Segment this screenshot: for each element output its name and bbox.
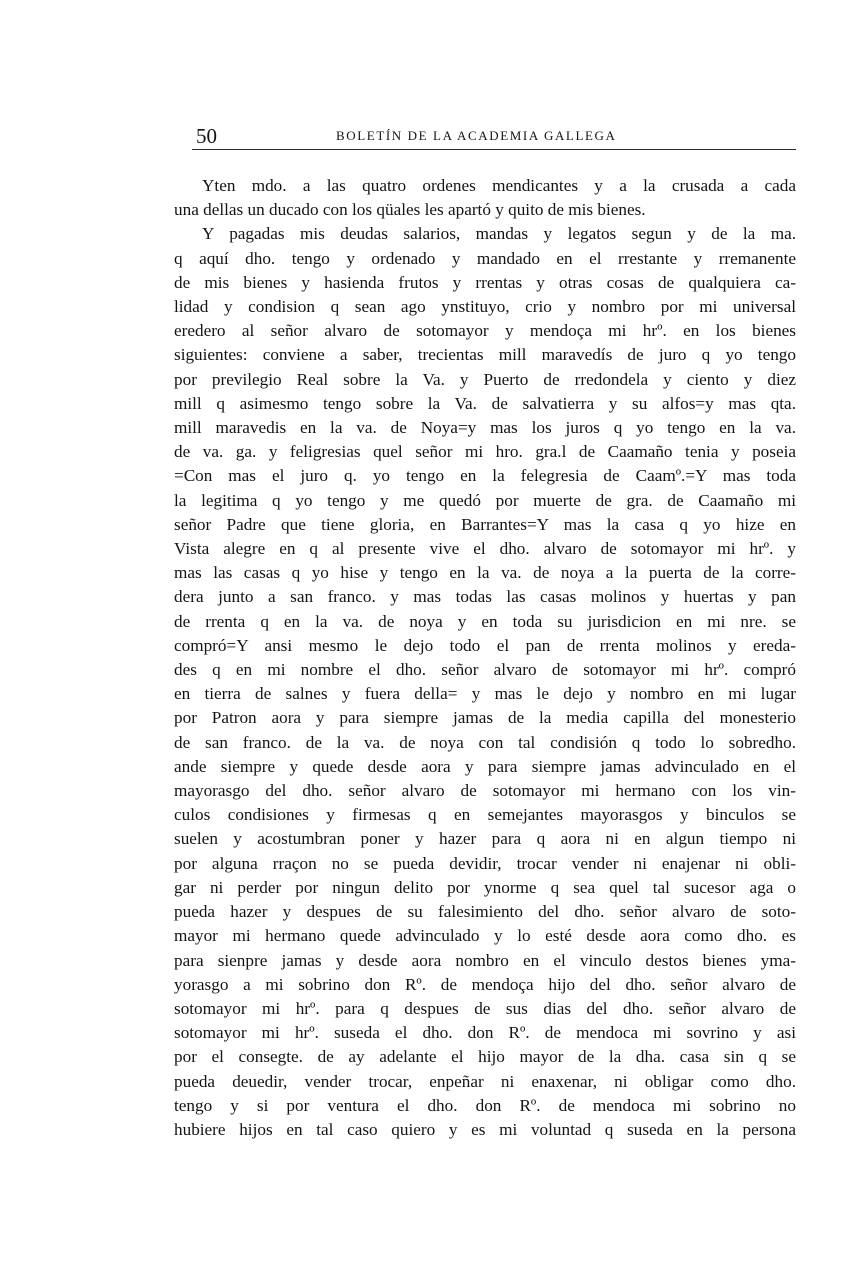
page-number: 50 [196,124,217,148]
text-line: mas las casas q yo hise y tengo en la va. de noya a la puerta de la corre- [174,563,796,583]
text-line: una dellas un ducado con los qüales les apartó y quito de mis bienes. [174,200,646,220]
text-line: mill maravedis en la va. de Noya=y mas los juros q yo tengo en la va. [174,418,796,438]
text-line: Y pagadas mis deudas salarios, mandas y legatos segun y de la ma. [202,224,796,244]
text-line: mayor mi hermano quede advinculado y lo esté desde aora como dho. es [174,926,796,946]
text-line: de san franco. de la va. de noya con tal condisión q todo lo sobredho. [174,732,796,752]
text-line: eredero al señor alvaro de sotomayor y mendoça mi hrº. en los bienes [174,321,796,341]
text-line: para sienpre jamas y desde aora nombro en el vinculo destos bienes yma- [174,950,796,970]
running-head: BOLETÍN DE LA ACADEMIA GALLEGA [336,128,617,143]
text-line: lidad y condision q sean ago ynstituyo, crio y nombro por mi universal [174,297,796,317]
text-line: de va. ga. y feligresias quel señor mi hro. gra.l de Caamaño tenia y poseia [174,442,796,462]
text-line: =Con mas el juro q. yo tengo en la felegresia de Caamº.=Y mas toda [174,466,796,486]
text-line: hubiere hijos en tal caso quiero y es mi voluntad q suseda en la persona [174,1119,796,1139]
text-line: dera junto a san franco. y mas todas las casas molinos y huertas y pan [174,587,796,607]
text-line: tengo y si por ventura el dho. don Rº. de mendoca mi sobrino no [174,1095,796,1115]
text-line: en tierra de salnes y fuera della= y mas le dejo y nombro en mi lugar [174,684,796,704]
text-line: Vista alegre en q al presente vive el dho. alvaro de sotomayor mi hrº. y [174,539,796,559]
text-line: compró=Y ansi mesmo le dejo todo el pan de rrenta molinos y ereda- [174,635,796,655]
text-line: yorasgo a mi sobrino don Rº. de mendoça hijo del dho. señor alvaro de [174,974,796,994]
text-line: ande siempre y quede desde aora y para siempre jamas advinculado en el [174,756,796,776]
text-line: pueda hazer y despues de su falesimiento del dho. señor alvaro de soto- [174,902,796,922]
text-line: suelen y acostumbran poner y hazer para q aora ni en algun tiempo ni [174,829,796,849]
text-line: gar ni perder por ningun delito por ynorme q sea quel tal sucesor aga o [174,877,796,897]
text-line: por el consegte. de ay adelante el hijo mayor de la dha. casa sin q se [174,1047,796,1067]
text-line: siguientes: conviene a saber, trecientas mill maravedís de juro q yo tengo [174,345,796,365]
text-line: de mis bienes y hasienda frutos y rrentas y otras cosas de qualquiera ca- [174,272,796,292]
header-rule [192,149,796,150]
text-line: q aquí dho. tengo y ordenado y mandado en el rrestante y rremanente [174,248,796,268]
text-line: sotomayor mi hrº. suseda el dho. don Rº. de mendoca mi sovrino y asi [174,1023,796,1043]
text-line: sotomayor mi hrº. para q despues de sus dias del dho. señor alvaro de [174,998,796,1018]
text-line: de rrenta q en la va. de noya y en toda su jurisdicion en mi nre. se [174,611,796,631]
body-text [174,174,796,1142]
text-line: mayorasgo del dho. señor alvaro de sotomayor mi hermano con los vin- [174,781,796,801]
text-line: la legitima q yo tengo y me quedó por muerte de gra. de Caamaño mi [174,490,796,510]
text-line: Yten mdo. a las quatro ordenes mendicantes y a la crusada a cada [202,176,796,195]
text-line: des q en mi nombre el dho. señor alvaro de sotomayor mi hrº. compró [174,660,796,680]
text-line: por Patron aora y para siempre jamas de la media capilla del monesterio [174,708,796,728]
text-line: señor Padre que tiene gloria, en Barrantes=Y mas la casa q yo hize en [174,514,796,534]
text-line: pueda deuedir, vender trocar, enpeñar ni enaxenar, ni obligar como dho. [174,1071,796,1091]
text-line: mill q asimesmo tengo sobre la Va. de salvatierra y su alfos=y mas qta. [174,393,796,413]
text-line: culos condisiones y firmesas q en semejantes mayorasgos y binculos se [174,805,796,825]
page-header [196,124,792,148]
text-line: por previlegio Real sobre la Va. y Puerto de rredondela y ciento y diez [174,369,796,389]
text-line: por alguna rraçon no se pueda devidir, trocar vender ni enajenar ni obli- [174,853,796,873]
